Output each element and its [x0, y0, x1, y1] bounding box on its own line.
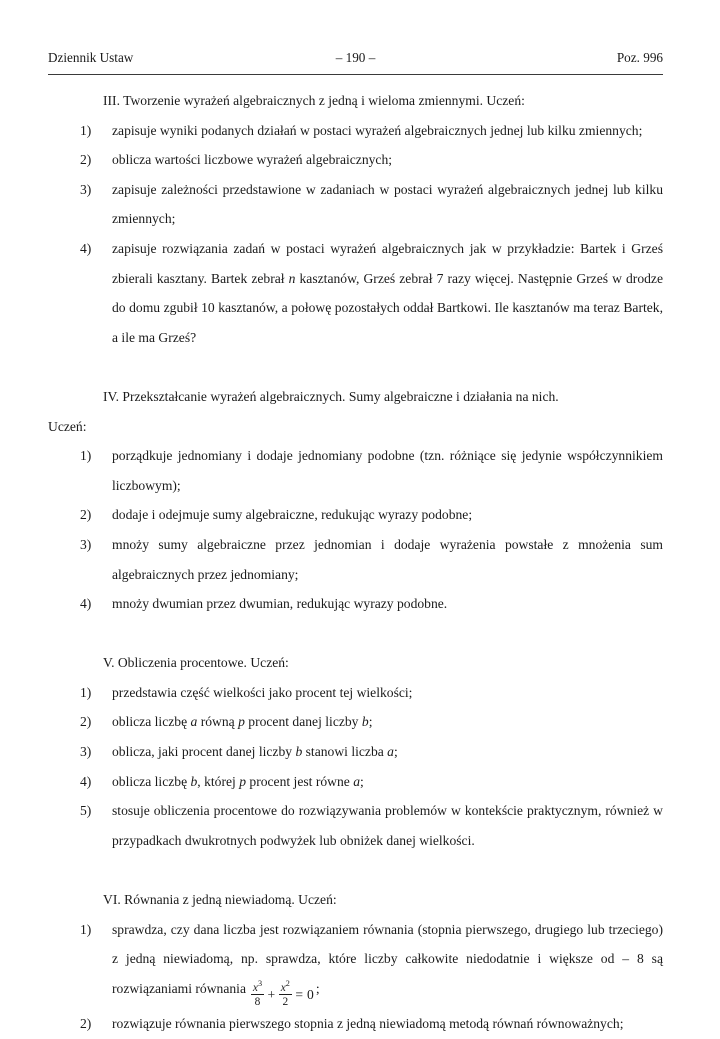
list-item-text: przedstawia część wielkości jako procent tej wielkości; [112, 684, 413, 700]
list-marker: 1) [80, 448, 92, 464]
math-variable-a: a [387, 744, 394, 760]
list-marker: 4) [80, 240, 92, 256]
list-item [48, 145, 663, 175]
list-item-text-continued: , której [197, 773, 240, 789]
list-marker: 3) [80, 744, 92, 760]
fraction-numerator [279, 978, 292, 996]
list-item [48, 116, 663, 146]
plus-operator: + [267, 987, 276, 1003]
math-variable-x: x [252, 981, 258, 994]
section-vi-heading: VI. Równania z jedną niewiadomą. Uczeń: [103, 892, 337, 908]
math-variable-a: a [190, 714, 198, 730]
list-marker: 4) [80, 596, 92, 612]
list-item-text: sprawdza, czy dana liczba jest rozwiązaniem równania (stopnia pierwszego, drugiego lub trzeciego) z jedną niewiadomą, np. sprawdza, które liczby całkowite niedodatnie i większe od – 8 są rozwiązaniami równania [112, 921, 663, 996]
list-marker: 2) [80, 507, 92, 523]
list-marker: 2) [80, 152, 92, 168]
list-item-text-continued: równą [197, 714, 239, 730]
math-variable-b: b [295, 744, 303, 760]
list-item-text-continued: kasztanów, Grześ zebrał 7 razy więcej. Następnie Grześ w drodze do domu zgubił 10 kasztanów, a połowę pozostałych oddał Bartkowi. Ile kasztanów ma teraz Bartek, a ile ma Grześ? [112, 270, 663, 345]
exponent: 3 [257, 978, 263, 988]
section-spacer [48, 855, 663, 885]
math-variable-x: x [280, 981, 286, 994]
list-item-text-continued: procent danej liczby [244, 714, 362, 730]
equation-right-hand-side: 0 [307, 987, 314, 1003]
header-item-reference: Poz. 996 [616, 50, 663, 65]
list-item [48, 530, 663, 589]
fraction-denominator: 8 [254, 995, 261, 1008]
list-marker: 1) [80, 122, 92, 138]
list-item-text: mnoży dwumian przez dwumian, redukując wyrazy podobne. [112, 596, 448, 612]
list-marker: 1) [80, 921, 92, 937]
equation-cubic-quadratic [249, 979, 315, 1010]
list-item-text-continued: ; [315, 980, 320, 996]
list-item [48, 234, 663, 352]
list-item [48, 737, 663, 767]
fraction-numerator [251, 978, 264, 996]
equals-operator: = [295, 987, 304, 1003]
math-variable-n: n [288, 270, 296, 286]
list-item [48, 707, 663, 737]
list-item [48, 796, 663, 855]
list-marker: 1) [80, 684, 92, 700]
list-item [48, 1009, 663, 1039]
section-spacer [48, 352, 663, 382]
section-iv-heading-continuation: Uczeń: [48, 418, 87, 434]
list-item-text: zapisuje zależności przedstawione w zadaniach w postaci wyrażeń algebraicznych jednej lub kilku zmiennych; [112, 181, 663, 227]
list-marker: 5) [80, 803, 92, 819]
list-item-text-continued: ; [368, 714, 373, 730]
math-variable-a: a [353, 773, 361, 789]
list-item [48, 441, 663, 500]
page-header [48, 48, 663, 75]
list-item-text-continued: ; [360, 773, 364, 789]
math-variable-b: b [190, 773, 198, 789]
list-item-text-continued: procent jest równe [246, 773, 354, 789]
fraction-x-squared-over-2 [279, 978, 292, 1009]
math-variable-b: b [361, 714, 369, 730]
list-item-text-continued: ; [393, 744, 398, 760]
list-item-text: stosuje obliczenia procentowe do rozwiązywania problemów w kontekście praktycznym, również w przypadkach dwukrotnych podwyżek lub obniżek danej wielkości. [112, 803, 663, 848]
list-item-text: porządkuje jednomiany i dodaje jednomiany podobne (tzn. różniące się jedynie współczynnikiem liczbowym); [112, 448, 663, 493]
section-spacer [48, 619, 663, 649]
list-item-text: oblicza liczbę [112, 714, 191, 730]
list-item-text: rozwiązuje równania pierwszego stopnia z jedną niewiadomą metodą równań równoważnych; [112, 1016, 624, 1032]
section-iv-heading: IV. Przekształcanie wyrażeń algebraicznych. Sumy algebraiczne i działania na nich. [103, 388, 559, 404]
list-item-text: zapisuje rozwiązania zadań w postaci wyrażeń algebraicznych jak w przykładzie: Bartek i Grześ zbierali kasztany. Bartek zebrał [112, 240, 663, 286]
list-marker: 2) [80, 714, 92, 730]
section-v-heading: V. Obliczenia procentowe. Uczeń: [103, 655, 289, 671]
list-item [48, 915, 663, 1010]
list-item-text: oblicza, jaki procent danej liczby [112, 744, 296, 760]
list-marker: 2) [80, 1016, 92, 1032]
list-item-text: oblicza liczbę [112, 773, 191, 789]
header-publication-title: Dziennik Ustaw [48, 50, 134, 65]
list-marker: 4) [80, 773, 92, 789]
document-body [48, 86, 663, 1039]
list-marker: 3) [80, 536, 92, 552]
fraction-denominator: 2 [282, 995, 289, 1008]
list-item [48, 500, 663, 530]
list-item [48, 175, 663, 234]
list-item-text-continued: stanowi liczba [302, 744, 388, 760]
list-item-text: oblicza wartości liczbowe wyrażeń algebraicznych; [112, 152, 393, 168]
math-variable-p: p [239, 773, 246, 789]
list-item [48, 767, 663, 797]
math-variable-p: p [238, 714, 245, 730]
section-iii-heading: III. Tworzenie wyrażeń algebraicznych z jedną i wieloma zmiennymi. Uczeń: [103, 93, 525, 108]
list-marker: 3) [80, 181, 92, 197]
list-item [48, 678, 663, 708]
exponent: 2 [285, 978, 290, 988]
header-page-number: – 190 – [335, 50, 376, 65]
fraction-x-cubed-over-8 [251, 978, 264, 1009]
list-item-text: zapisuje wyniki podanych działań w postaci wyrażeń algebraicznych jednej lub kilku zmiennych; [112, 122, 643, 138]
list-item-text: dodaje i odejmuje sumy algebraiczne, redukując wyrazy podobne; [112, 507, 473, 523]
list-item-text: mnoży sumy algebraiczne przez jednomian i dodaje wyrażenia powstałe z mnożenia sum algebraicznych przez jednomiany; [112, 536, 663, 582]
list-item [48, 589, 663, 619]
